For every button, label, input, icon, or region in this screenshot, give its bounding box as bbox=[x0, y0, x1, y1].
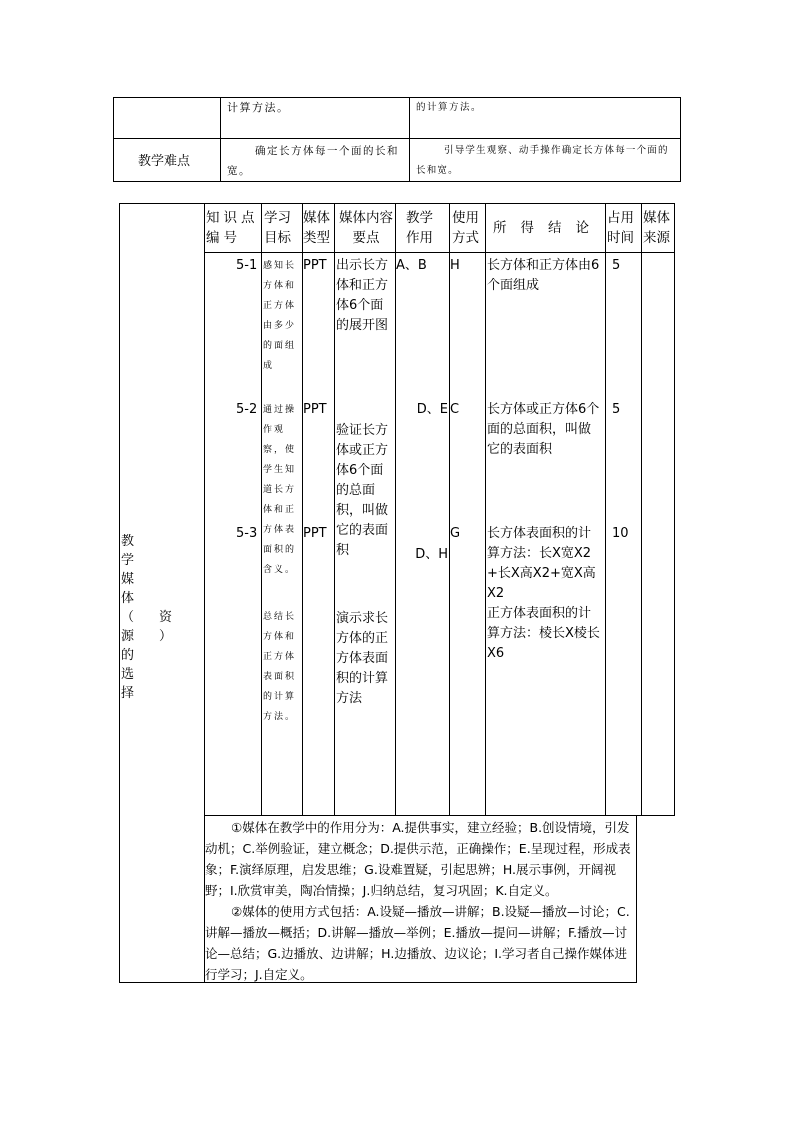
row-id: 5-1 bbox=[236, 258, 258, 273]
row-time: 5 bbox=[612, 258, 621, 273]
note-media-usage: ②媒体的使用方式包括：A.设疑—播放—讲解；B.设疑—播放—讨论；C.讲解—播放—概括；D.讲解—播放—举例；E.播放—提问—讲解；F.播放—讨论—总结；G.边播放、边讲解；H.边播放、边议论；I.学习者自己操作媒体进行学习；J.自定义。 bbox=[205, 904, 630, 982]
row-content: 验证长方体或正方体6个面的总面积，叫做它的表面积 bbox=[336, 423, 389, 558]
row-role: D、E bbox=[416, 402, 448, 417]
row-type: PPT bbox=[303, 526, 327, 541]
header-media-type: 媒体类型 bbox=[303, 210, 330, 246]
header-media-content: 媒体内容要点 bbox=[339, 210, 393, 246]
row-type: PPT bbox=[303, 402, 327, 417]
row-type: PPT bbox=[303, 258, 327, 273]
row-content: 演示求长方体的正方体表面积的计算方法 bbox=[336, 611, 389, 706]
row-role: A、B bbox=[396, 258, 427, 273]
header-time: 占用时间 bbox=[607, 210, 634, 246]
header-teaching-role: 教学作用 bbox=[406, 210, 433, 246]
difficulty-right: 引导学生观察、动手操作确定长方体每一个面的长和宽。 bbox=[416, 145, 669, 176]
row-goal: 感知长方体和正方体由多少的面组成 bbox=[263, 261, 297, 371]
header-conclusion: 所得结论 bbox=[493, 220, 603, 236]
difficulty-label: 教学难点 bbox=[138, 154, 191, 169]
row-time: 10 bbox=[612, 526, 629, 541]
header-source: 媒体来源 bbox=[643, 210, 670, 246]
row-usage: C bbox=[450, 402, 460, 417]
header-usage: 使用方式 bbox=[452, 210, 479, 246]
row-conclusion: 长方体或正方体6个面的总面积，叫做它的表面积 bbox=[487, 402, 600, 457]
header-knowledge-id: 知识点编号 bbox=[206, 210, 259, 246]
row-conclusion: 长方体表面积的计算方法：长X宽X2+长X高X2+宽X高X2 正方体表面积的计算方法：棱长X棱长X6 bbox=[487, 526, 600, 661]
side-label: 教学媒体（资源）的选择 bbox=[121, 534, 198, 701]
row-conclusion: 长方体和正方体由6个面组成 bbox=[487, 258, 600, 293]
row-goal: 总结长方体和正方体表面积的计算方法。 bbox=[263, 612, 297, 722]
row-usage: G bbox=[450, 526, 461, 541]
row-goal: 通过操作观察，使学生知道长方体和正方体表面积的含义。 bbox=[263, 405, 297, 575]
row-time: 5 bbox=[612, 402, 621, 417]
row-usage: H bbox=[450, 258, 460, 273]
difficulty-prev-left: 计算方法。 bbox=[227, 101, 290, 114]
row-id: 5-3 bbox=[236, 526, 258, 541]
difficulty-prev-right: 的计算方法。 bbox=[416, 102, 483, 113]
difficulty-left: 确定长方体每一个面的长和宽。 bbox=[227, 145, 399, 177]
header-learning-goal: 学习目标 bbox=[264, 210, 291, 246]
note-media-roles: ①媒体在教学中的作用分为：A.提供事实，建立经验；B.创设情境，引发动机；C.举例验证，建立概念；D.提供示范，正确操作；E.呈现过程，形成表象；F.演绎原理，启发思维；G.设难置疑，引起思辨；H.展示事例，开阔视野；I.欣赏审美，陶冶情操；J.归纳总结，复习巩固；K.自定义。 bbox=[205, 820, 631, 898]
row-content: 出示长方体和正方体6个面的展开图 bbox=[336, 258, 389, 333]
row-id: 5-2 bbox=[236, 402, 258, 417]
row-role: D、H bbox=[415, 547, 448, 562]
